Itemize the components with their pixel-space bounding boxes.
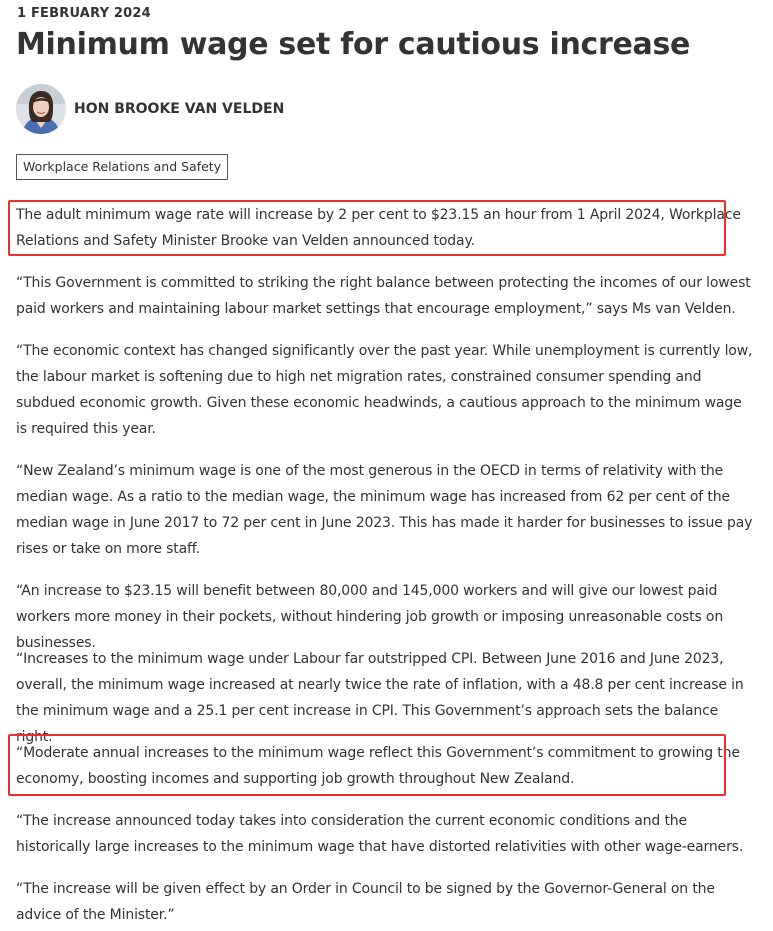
author-row [16,84,284,134]
paragraph-5: “An increase to $23.15 will benefit between 80,000 and 145,000 workers and will give our lowest paid workers more money in their pockets, without hindering job growth or imposing unreasonable costs on businesses. [16,583,724,651]
paragraph-9: “The increase will be given effect by an Order in Council to be signed by the Governor-General on the advice of the Minister.” [16,881,715,923]
paragraph-8: “The increase announced today takes into consideration the current economic conditions and the historically large increases to the minimum wage that have distorted relativities with other wage-earners. [16,813,744,855]
author-photo-icon [16,84,66,134]
page-title: Minimum wage set for cautious increase [16,27,691,62]
paragraph-7: “Moderate annual increases to the minimum wage reflect this Government’s commitment to growing the economy, boosting incomes and supporting job growth throughout New Zealand. [16,745,740,787]
paragraph-6: “Increases to the minimum wage under Labour far outstripped CPI. Between June 2016 and June 2023, overall, the minimum wage increased at nearly twice the rate of inflation, with a 48.8 per cent increase in the minimum wage and a 25.1 per cent increase in CPI. This Government’s approach sets the balance right. [16,651,744,745]
author-name[interactable]: HON BROOKE VAN VELDEN [74,101,285,117]
article-date: 1 FEBRUARY 2024 [17,6,151,21]
portfolio-tag[interactable]: Workplace Relations and Safety [16,154,228,180]
author-avatar [16,84,66,134]
paragraph-1: The adult minimum wage rate will increase by 2 per cent to $23.15 an hour from 1 April 2024, Workplace Relations and Safety Minister Brooke van Velden announced today. [16,207,741,249]
paragraph-4: “New Zealand’s minimum wage is one of the most generous in the OECD in terms of relativity with the median wage. As a ratio to the median wage, the minimum wage has increased from 62 per cent of the median wage in June 2017 to 72 per cent in June 2023. This has made it harder for businesses to issue pay rises or take on more staff. [16,463,753,557]
paragraph-3: “The economic context has changed significantly over the past year. While unemployment is currently low, the labour market is softening due to high net migration rates, constrained consumer spending and subdued economic growth. Given these economic headwinds, a cautious approach to the minimum wage is required this year. [16,343,753,437]
paragraph-2: “This Government is committed to striking the right balance between protecting the incomes of our lowest paid workers and maintaining labour market settings that encourage employment,” says Ms van Velden. [16,275,751,317]
